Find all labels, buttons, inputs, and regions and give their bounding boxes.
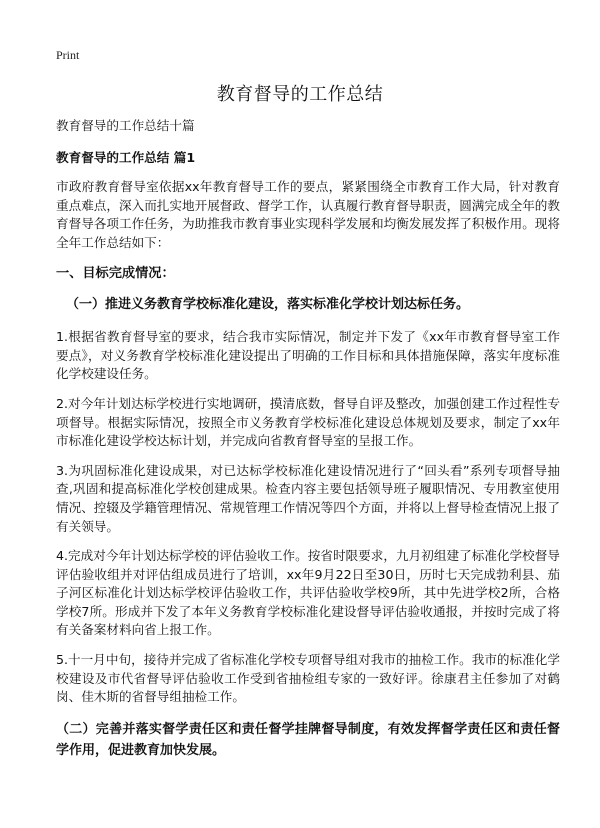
intro-paragraph: 市政府教育督导室依据xx年教育督导工作的要点，紧紧围绕全市教育工作大局，针对教育重点难点，深入而扎实地开展督政、督学工作，认真履行教育督导职责，圆满完成全年的教育督导各项工作任务，为助推我市教育事业实现科学发展和均衡发展发挥了积极作用。现将全年工作总结如下：: [56, 179, 560, 250]
article-heading: 教育督导的工作总结 篇1: [56, 149, 196, 165]
print-label: Print: [56, 48, 80, 62]
list-item: 3.为巩固标准化建设成果，对已达标学校标准化建设情况进行了“回头看”系列专项督导抽查,巩固和提高标准化学校创建成果。检查内容主要包括领导班子履职情况、专用教室使用情况、控辍及学籍管理情况、常规管理工作情况等四个方面，并将以上督导检查情况上报了有关领导。: [56, 462, 560, 534]
list-item: 2.对今年计划达标学校进行实地调研，摸清底数，督导自评及整改，加强创建工作过程性专项督导。根据实际情况，按照全市义务教育学校标准化建设总体规划及要求，制定了xx年市标准化建设学校达标计划，并完成向省教育督导室的呈报工作。: [56, 395, 560, 449]
document-subtitle: 教育督导的工作总结十篇: [56, 118, 195, 133]
document-body: [56, 117, 560, 775]
list-item: 5.十一月中旬，接待并完成了省标准化学校专项督导组对我市的抽检工作。我市的标准化学校建设及市代省督导评估验收工作受到省抽检组专家的一致好评。徐康君主任参加了对鹤岗、佳木斯的省督导组抽检工作。: [56, 652, 560, 705]
subsection-heading-2: （二）完善并落实督学责任区和责任督学挂牌督导制度，有效发挥督学责任区和责任督学作用，促进教育加快发展。: [56, 721, 560, 758]
section-heading-1: 一、目标完成情况：: [56, 265, 175, 281]
document-title: 教育督导的工作总结: [216, 84, 384, 105]
list-item: 4.完成对今年计划达标学校的评估验收工作。按省时限要求，九月初组建了标准化学校督导评估验收组并对评估组成员进行了培训，xx年9月22日至30日，历时七天完成勃利县、茄子河区标准化计划达标学校评估验收工作，共评估验收学校9所，其中先进学校2所，合格学校7所。形成并下发了本年义务教育学校标准化建设督导评估验收通报，并按时完成了将有关备案材料向省上报工作。: [56, 548, 560, 638]
subsection-heading-1: （一）推进义务教育学校标准化建设，落实标准化学校计划达标任务。: [66, 296, 470, 312]
list-item: 1.根据省教育督导室的要求，结合我市实际情况，制定并下发了《xx年市教育督导室工作要点》，对义务教育学校标准化建设提出了明确的工作目标和具体措施保障，落实年度标准化学校建设任务。: [56, 329, 560, 382]
